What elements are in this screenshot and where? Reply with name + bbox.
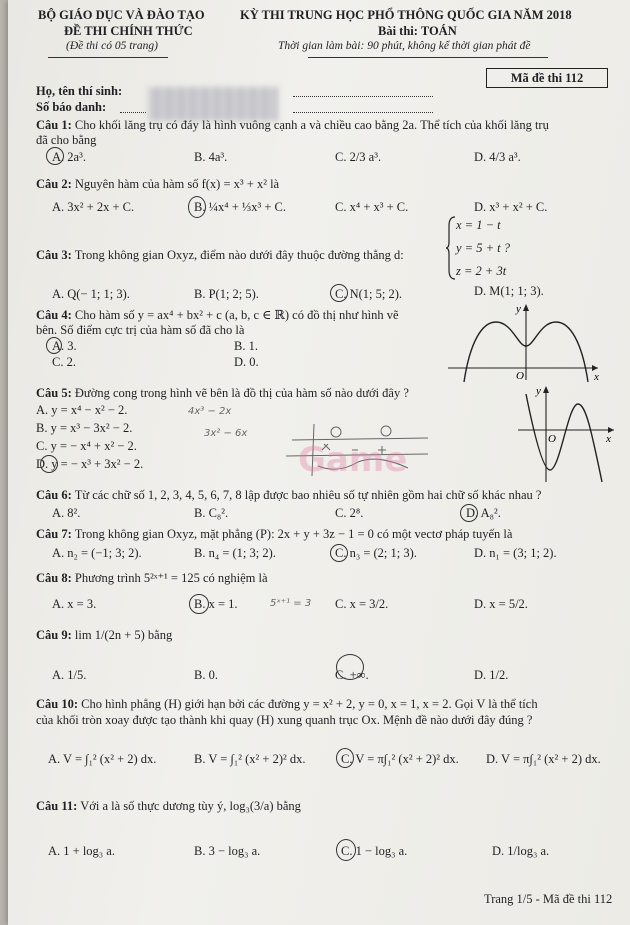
q7-option-c[interactable]: C. n₃ = (2; 1; 3).	[335, 546, 417, 560]
q6-option-a[interactable]: A. 8².	[52, 506, 81, 520]
q9-answer-mark	[336, 654, 364, 680]
q3-option-a[interactable]: A. Q(− 1; 1; 3).	[52, 287, 130, 301]
q4-y-label: y	[516, 303, 521, 315]
q11-label: Câu 11:	[36, 799, 78, 813]
q4-graph	[448, 302, 608, 382]
q9-option-d[interactable]: D. 1/2.	[474, 668, 509, 682]
q4-y-arrow	[523, 304, 529, 311]
q5-option-b[interactable]: B. y = x³ − 3x² − 2.	[36, 421, 133, 435]
q6-text: Từ các chữ số 1, 2, 3, 4, 5, 6, 7, 8 lập được bao nhiêu số tự nhiên gồm hai chữ số khác nhau ?	[74, 488, 542, 502]
q4-text: Cho hàm số y = ax⁴ + bx² + c (a, b, c ∈ ℝ) có đồ thị như hình vẽ	[74, 308, 399, 322]
q3-option-d[interactable]: D. M(1; 1; 3).	[474, 284, 544, 298]
q5-curve	[526, 394, 602, 482]
q5-option-c[interactable]: C. y = − x⁴ + x² − 2.	[36, 439, 137, 453]
q4-stem-2: bên. Số điểm cực trị của hàm số đã cho là	[36, 323, 245, 337]
handwritten-note-1: 4x³ − 2x	[188, 406, 232, 417]
q10-stem	[36, 697, 538, 712]
q5-graph	[516, 384, 616, 484]
q5-text: Đường cong trong hình vẽ bên là đồ thị của hàm số nào dưới đây ?	[74, 386, 409, 400]
q11-stem	[36, 799, 301, 814]
q10-option-b[interactable]: B. V = ∫₁² (x² + 2)² dx.	[194, 752, 306, 766]
time-note: Thời gian làm bài: 90 phút, không kể thời gian phát đề	[278, 40, 531, 52]
q8-option-b[interactable]: B. x = 1.	[194, 597, 238, 611]
q8-stem	[36, 570, 268, 586]
q2-option-a[interactable]: A. 3x² + 2x + C.	[52, 200, 135, 214]
q2-label: Câu 2:	[36, 177, 72, 191]
q11-option-c[interactable]: C. 1 − log₃ a.	[341, 844, 408, 858]
ministry-title: BỘ GIÁO DỤC VÀ ĐÀO TẠO	[38, 8, 205, 22]
q2-option-d[interactable]: D. x³ + x² + C.	[474, 200, 548, 214]
header-rule-left	[48, 57, 168, 58]
q9-option-b[interactable]: B. 0.	[194, 668, 218, 682]
q10-text: Cho hình phẳng (H) giới hạn bởi các đường y = x² + 2, y = 0, x = 1, x = 2. Gọi V là thể tích	[81, 697, 538, 711]
q2-stem	[36, 177, 279, 192]
candidate-name-label: Họ, tên thí sinh:	[36, 84, 123, 98]
redacted-candidate-info	[148, 87, 278, 121]
q7-option-d[interactable]: D. n₁ = (3; 1; 2).	[474, 546, 557, 560]
q6-stem	[36, 488, 541, 503]
page-footer: Trang 1/5 - Mã đề thi 112	[484, 892, 613, 906]
q3-system-brace	[446, 216, 456, 280]
q3-option-b[interactable]: B. P(1; 2; 5).	[194, 287, 259, 301]
q5-label: Câu 5:	[36, 386, 72, 400]
q3-label: Câu 3:	[36, 248, 72, 262]
q4-stem	[36, 307, 399, 323]
q4-x-label: x	[594, 371, 599, 383]
q8-text: Phương trình 5²ˣ⁺¹ = 125 có nghiệm là	[74, 571, 268, 585]
q8-option-c[interactable]: C. x = 3/2.	[335, 597, 389, 611]
q5-option-a[interactable]: A. y = x⁴ − x² − 2.	[36, 403, 128, 417]
q11-text: Với a là số thực dương tùy ý, log₃(3/a) bằng	[80, 799, 301, 813]
q2-text: Nguyên hàm của hàm số f(x) = x³ + x² là	[74, 177, 280, 191]
q11-option-b[interactable]: B. 3 − log₃ a.	[194, 844, 261, 858]
q10-answer-mark	[336, 748, 354, 768]
q11-option-d[interactable]: D. 1/log₃ a.	[492, 844, 550, 858]
q6-answer-mark	[460, 504, 478, 522]
q4-answer-mark	[46, 337, 62, 354]
q8-option-a[interactable]: A. x = 3.	[52, 597, 97, 611]
q6-label: Câu 6:	[36, 488, 72, 502]
q5-origin-label: O	[548, 433, 556, 445]
q7-answer-mark	[330, 544, 348, 562]
q11-answer-mark	[336, 839, 356, 861]
watermark-logo: Game	[298, 440, 408, 480]
q3-text: Trong không gian Oxyz, điểm nào dưới đây thuộc đường thẳng d:	[74, 248, 404, 262]
q10-option-d[interactable]: D. V = π∫₁² (x² + 2) dx.	[486, 752, 601, 766]
q8-answer-mark	[189, 594, 209, 614]
q6-option-b[interactable]: B. C₈².	[194, 506, 229, 520]
q1-option-a[interactable]: A. 2a³.	[52, 150, 86, 164]
handwritten-note-2: 3x² − 6x	[204, 428, 248, 439]
q1-answer-mark	[46, 147, 64, 165]
id-dotline-left	[120, 112, 146, 113]
q1-option-d[interactable]: D. 4/3 a³.	[474, 150, 521, 164]
q3-eq-y: y = 5 + t ?	[456, 241, 511, 255]
q3-eq-x: x = 1 − t	[456, 218, 501, 232]
q9-label: Câu 9:	[36, 628, 72, 642]
q11-option-a[interactable]: A. 1 + log₃ a.	[48, 844, 115, 858]
q4-option-c[interactable]: C. 2.	[52, 355, 76, 369]
q6-option-c[interactable]: C. 2⁸.	[335, 506, 364, 520]
q7-label: Câu 7:	[36, 527, 72, 541]
exam-title: KỲ THI TRUNG HỌC PHỔ THÔNG QUỐC GIA NĂM 2018	[240, 8, 572, 22]
q5-answer-mark	[40, 455, 58, 473]
q10-stem-2: của khối tròn xoay được tạo thành khi quay (H) xung quanh trục Ox. Mệnh đề nào dưới đây đúng ?	[36, 713, 533, 727]
exam-code-box: Mã đề thi 112	[486, 68, 608, 88]
q5-y-label: y	[536, 385, 541, 397]
q8-option-d[interactable]: D. x = 5/2.	[474, 597, 528, 611]
q5-option-d[interactable]: D. y = − x³ + 3x² − 2.	[36, 457, 144, 471]
name-dotline	[293, 96, 433, 97]
q3-answer-mark	[330, 284, 348, 302]
q8-label: Câu 8:	[36, 571, 72, 585]
q7-option-b[interactable]: B. n₄ = (1; 3; 2).	[194, 546, 276, 560]
official-label: ĐỀ THI CHÍNH THỨC	[64, 24, 193, 38]
page-count-note: (Đề thi có 05 trang)	[66, 40, 158, 52]
q4-label: Câu 4:	[36, 308, 72, 322]
q6-option-d[interactable]: D. A₈².	[466, 506, 501, 520]
q3-option-c[interactable]: C. N(1; 5; 2).	[335, 287, 403, 301]
q10-option-c[interactable]: C. V = π∫₁² (x² + 2)² dx.	[341, 752, 459, 766]
q7-stem	[36, 527, 512, 542]
q9-stem	[36, 628, 172, 643]
q2-option-c[interactable]: C. x⁴ + x³ + C.	[335, 200, 409, 214]
q1-stem	[36, 118, 549, 133]
q9-text: lim 1/(2n + 5) bằng	[74, 628, 173, 642]
q7-text: Trong không gian Oxyz, mặt phẳng (P): 2x + y + 3z − 1 = 0 có một vectơ pháp tuyến là	[74, 527, 513, 541]
q9-option-a[interactable]: A. 1/5.	[52, 668, 87, 682]
q4-option-b[interactable]: B. 1.	[234, 339, 258, 353]
q1-label: Câu 1:	[36, 118, 72, 132]
handwritten-note-3: 5ˣ⁺¹ = 3	[270, 598, 312, 609]
q1-stem-2: đã cho bằng	[36, 133, 97, 147]
header-rule	[308, 57, 548, 58]
q3-eq-z: z = 2 + 3t	[456, 264, 507, 278]
q5-y-arrow	[543, 386, 549, 393]
q4-origin-label: O	[516, 370, 524, 382]
q5-stem	[36, 386, 409, 401]
q2-answer-mark	[188, 196, 206, 218]
q10-option-a[interactable]: A. V = ∫₁² (x² + 2) dx.	[48, 752, 157, 766]
q1-option-c[interactable]: C. 2/3 a³.	[335, 150, 382, 164]
q3-stem	[36, 248, 404, 263]
exam-sheet	[8, 0, 630, 925]
q5-x-label: x	[606, 433, 611, 445]
q4-option-a[interactable]: A. 3.	[52, 339, 77, 353]
q9-option-c[interactable]: C. +∞.	[335, 668, 369, 682]
q10-label: Câu 10:	[36, 697, 79, 711]
q7-option-a[interactable]: A. n₂ = (−1; 3; 2).	[52, 546, 142, 560]
q1-option-b[interactable]: B. 4a³.	[194, 150, 228, 164]
candidate-id-label: Số báo danh:	[36, 100, 107, 114]
q4-option-d[interactable]: D. 0.	[234, 355, 259, 369]
subject-label: Bài thi: TOÁN	[378, 24, 457, 38]
q1-text: Cho khối lăng trụ có đáy là hình vuông cạnh a và chiều cao bằng 2a. Thể tích của khối lăng trụ	[74, 118, 549, 132]
q2-option-b[interactable]: B. ¼x⁴ + ⅓x³ + C.	[194, 200, 287, 214]
id-dotline	[293, 112, 433, 113]
